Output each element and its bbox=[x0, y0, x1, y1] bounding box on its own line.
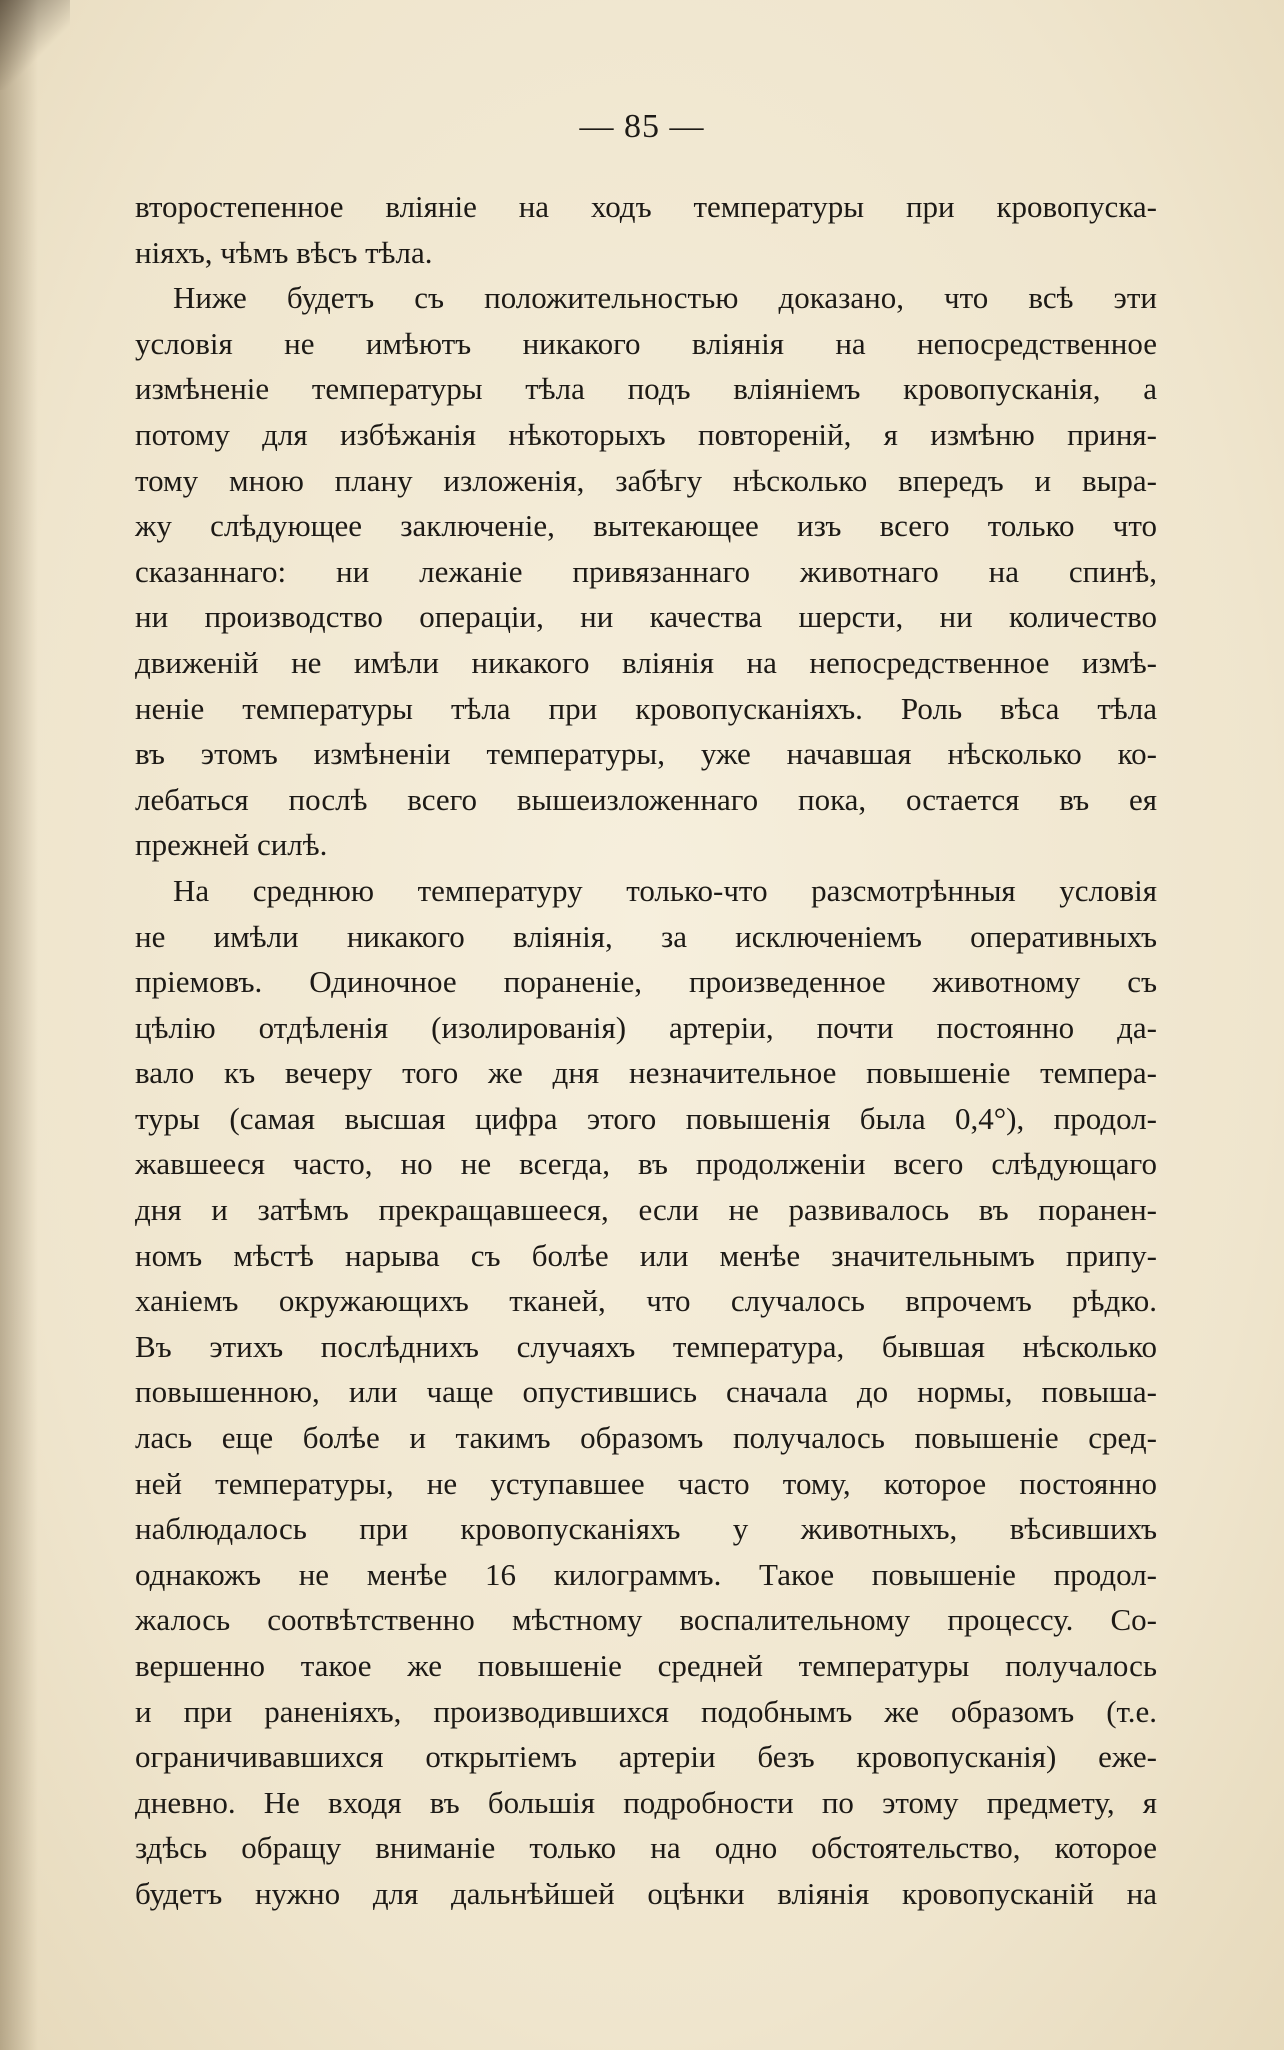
text-line: дневно. Не входя въ большія подробности по этому предмету, я bbox=[135, 1784, 1157, 1820]
text-line: не имѣли никакого вліянія, за исключеніемъ оперативныхъ bbox=[135, 918, 1157, 954]
text-line: повышенною, или чаще опустившись сначала до нормы, повыша- bbox=[135, 1374, 1157, 1410]
text-line: прежней силѣ. bbox=[135, 827, 328, 863]
text-line: и при раненіяхъ, производившихся подобнымъ же образомъ (т.е. bbox=[135, 1693, 1157, 1729]
text-line: ни производство операціи, ни качества шерсти, ни количество bbox=[135, 599, 1157, 635]
text-line: номъ мѣстѣ нарыва съ болѣе или менѣе значительнымъ припу- bbox=[135, 1237, 1157, 1273]
text-line: наблюдалось при кровопусканіяхъ у животныхъ, вѣсившихъ bbox=[135, 1511, 1157, 1547]
text-line: здѣсь обращу вниманіе только на одно обстоятельство, которое bbox=[135, 1830, 1157, 1866]
text-line: второстепенное вліяніе на ходъ температуры при кровопуска- bbox=[135, 189, 1157, 224]
text-line: На среднюю температуру только-что разсмотрѣнныя условія bbox=[173, 872, 1157, 908]
body-text bbox=[135, 184, 1157, 1917]
text-line: цѣлію отдѣленія (изолированія) артеріи, почти постоянно да- bbox=[135, 1009, 1157, 1045]
text-line: лебаться послѣ всего вышеизложеннаго пока, остается въ ея bbox=[135, 781, 1157, 817]
text-line: ханіемъ окружающихъ тканей, что случалось впрочемъ рѣдко. bbox=[135, 1283, 1157, 1319]
text-line: вершенно такое же повышеніе средней температуры получалось bbox=[135, 1648, 1157, 1683]
text-line: движеній не имѣли никакого вліянія на непосредственное измѣ- bbox=[135, 644, 1157, 680]
text-line: измѣненіе температуры тѣла подъ вліяніемъ кровопусканія, а bbox=[135, 371, 1157, 407]
text-line: Ниже будетъ съ положительностью доказано, что всѣ эти bbox=[173, 280, 1157, 316]
text-line: ніяхъ, чѣмъ вѣсъ тѣла. bbox=[135, 234, 433, 270]
text-line: пріемовъ. Одиночное пораненіе, произведенное животному съ bbox=[135, 964, 1157, 1000]
text-line: жу слѣдующее заключеніе, вытекающее изъ всего только что bbox=[135, 508, 1157, 544]
text-line: вало къ вечеру того же дня незначительное повышеніе темпера- bbox=[135, 1055, 1157, 1091]
text-line: жалось соотвѣтственно мѣстному воспалительному процессу. Со- bbox=[135, 1602, 1157, 1638]
text-line: ней температуры, не уступавшее часто тому, которое постоянно bbox=[135, 1465, 1157, 1501]
text-line: ограничивавшихся открытіемъ артеріи безъ кровопусканія) еже- bbox=[135, 1739, 1157, 1775]
text-line: условія не имѣютъ никакого вліянія на непосредственное bbox=[135, 325, 1157, 361]
page-corner-stain bbox=[0, 0, 70, 90]
text-line: будетъ нужно для дальнѣйшей оцѣнки вліянія кровопусканій на bbox=[135, 1875, 1157, 1911]
text-line: сказаннаго: ни лежаніе привязаннаго животнаго на спинѣ, bbox=[135, 553, 1157, 589]
text-line: туры (самая высшая цифра этого повышенія была 0,4°), продол- bbox=[135, 1100, 1157, 1136]
page-number: — 85 — bbox=[579, 108, 705, 145]
text-line: жавшееся часто, но не всегда, въ продолженіи всего слѣдующаго bbox=[135, 1146, 1157, 1182]
text-line: Въ этихъ послѣднихъ случаяхъ температура, бывшая нѣсколько bbox=[135, 1328, 1157, 1364]
text-line: тому мною плану изложенія, забѣгу нѣсколько впередъ и выра- bbox=[135, 462, 1157, 498]
text-line: неніе температуры тѣла при кровопусканіяхъ. Роль вѣса тѣла bbox=[135, 690, 1157, 726]
text-line: потому для избѣжанія нѣкоторыхъ повтореній, я измѣню приня- bbox=[135, 416, 1157, 452]
page-edge-shadow bbox=[0, 0, 38, 2050]
text-line: лась еще болѣе и такимъ образомъ получалось повышеніе сред- bbox=[135, 1420, 1157, 1456]
text-line: однакожъ не менѣе 16 килограммъ. Такое повышеніе продол- bbox=[135, 1556, 1157, 1592]
text-line: дня и затѣмъ прекращавшееся, если не развивалось въ поранен- bbox=[135, 1192, 1157, 1228]
text-line: въ этомъ измѣненіи температуры, уже начавшая нѣсколько ко- bbox=[135, 736, 1157, 772]
